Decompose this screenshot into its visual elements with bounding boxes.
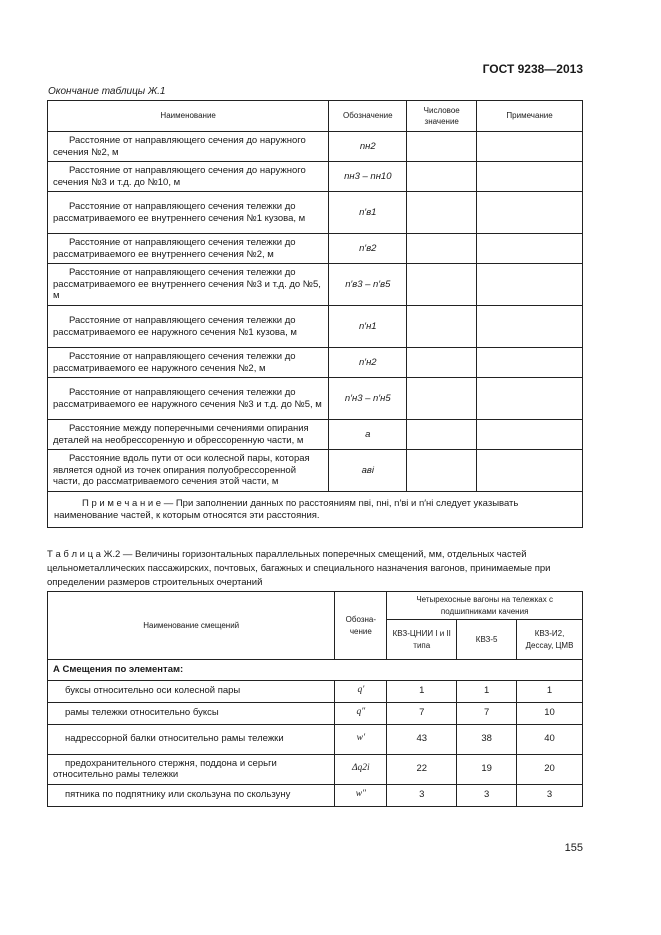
table-row bbox=[48, 234, 583, 264]
table1-note-row bbox=[48, 492, 583, 528]
table-row bbox=[48, 784, 583, 806]
table-row bbox=[48, 450, 583, 492]
table-row bbox=[48, 306, 583, 348]
col-header-symbol: Обозна-чение bbox=[335, 592, 387, 660]
table-row bbox=[48, 680, 583, 702]
row-symbol: n′н3 – n′н5 bbox=[329, 378, 407, 420]
table-zh2 bbox=[47, 591, 583, 807]
row-symbol: n′в1 bbox=[329, 192, 407, 234]
value-kvz-i2: 20 bbox=[517, 754, 583, 784]
value-kvz-cnii: 1 bbox=[387, 680, 457, 702]
table-row bbox=[48, 754, 583, 784]
row-name: Расстояние от направляющего сечения тележки до рассматриваемого ее наружного сечения №1 кузова, м bbox=[48, 306, 329, 348]
table2-caption: Т а б л и ц а Ж.2 — Величины горизонтальных параллельных поперечных смещений, мм, отдельных частей цельнометаллических пассажирских, почтовых, багажных и специального назначения вагонов, принимаемые при определении размеров строительных очертаний bbox=[47, 549, 551, 588]
standard-header: ГОСТ 9238—2013 bbox=[482, 62, 583, 76]
row-symbol: n′в2 bbox=[329, 234, 407, 264]
value-kvz-cnii: 3 bbox=[387, 784, 457, 806]
row-remark bbox=[477, 234, 583, 264]
value-kvz-cnii: 7 bbox=[387, 702, 457, 724]
section-title: А Смещения по элементам: bbox=[48, 660, 583, 681]
row-symbol: w″ bbox=[335, 784, 387, 806]
row-name: пятника по подпятнику или скользуна по скользуну bbox=[48, 784, 335, 806]
col-header-symbol: Обозначение bbox=[329, 101, 407, 132]
value-kvz-5: 3 bbox=[457, 784, 517, 806]
row-value bbox=[407, 264, 477, 306]
row-remark bbox=[477, 378, 583, 420]
row-remark bbox=[477, 348, 583, 378]
table1-note: П р и м е ч а н и е — При заполнении данных по расстояниям nвi, nнi, n′вi и n′нi следует указывать наименование частей, к которым относятся эти расстояния. bbox=[48, 492, 583, 528]
table-row bbox=[48, 724, 583, 754]
row-name: надрессорной балки относительно рамы тележки bbox=[48, 724, 335, 754]
row-remark bbox=[477, 192, 583, 234]
row-name: Расстояние от направляющего сечения тележки до рассматриваемого ее наружного сечения №3 и т.д. до №5, м bbox=[48, 378, 329, 420]
table-row bbox=[48, 702, 583, 724]
value-kvz-i2: 1 bbox=[517, 680, 583, 702]
row-symbol: Δq2i bbox=[335, 754, 387, 784]
col-header-value: Числовое значение bbox=[407, 101, 477, 132]
table2-header-row bbox=[48, 592, 583, 620]
row-name: Расстояние между поперечными сечениями опирания деталей на необрессоренную и обрессоренную части, м bbox=[48, 420, 329, 450]
col-header-displacement-name: Наименование смещений bbox=[48, 592, 335, 660]
value-kvz-i2: 10 bbox=[517, 702, 583, 724]
table-row bbox=[48, 132, 583, 162]
table-row bbox=[48, 162, 583, 192]
row-value bbox=[407, 306, 477, 348]
row-remark bbox=[477, 420, 583, 450]
row-symbol: aвi bbox=[329, 450, 407, 492]
row-value bbox=[407, 162, 477, 192]
row-name: Расстояние от направляющего сечения до наружного сечения №2, м bbox=[48, 132, 329, 162]
col-header-kvz-cnii: КВЗ-ЦНИИ I и II типа bbox=[387, 620, 457, 660]
value-kvz-5: 19 bbox=[457, 754, 517, 784]
row-symbol: a bbox=[329, 420, 407, 450]
row-value bbox=[407, 234, 477, 264]
col-header-remark: Примечание bbox=[477, 101, 583, 132]
row-remark bbox=[477, 132, 583, 162]
table-zh1 bbox=[47, 100, 583, 528]
value-kvz-i2: 3 bbox=[517, 784, 583, 806]
row-symbol: n′в3 – n′в5 bbox=[329, 264, 407, 306]
row-remark bbox=[477, 450, 583, 492]
row-value bbox=[407, 420, 477, 450]
row-symbol: n′н2 bbox=[329, 348, 407, 378]
row-name: рамы тележки относительно буксы bbox=[48, 702, 335, 724]
table1-header-row bbox=[48, 101, 583, 132]
row-value bbox=[407, 192, 477, 234]
row-symbol: n′н1 bbox=[329, 306, 407, 348]
value-kvz-5: 38 bbox=[457, 724, 517, 754]
value-kvz-5: 1 bbox=[457, 680, 517, 702]
row-value bbox=[407, 378, 477, 420]
section-row bbox=[48, 660, 583, 681]
col-header-wagon-group: Четырехосные вагоны на тележках с подшипниками качения bbox=[387, 592, 583, 620]
table-row bbox=[48, 192, 583, 234]
value-kvz-cnii: 43 bbox=[387, 724, 457, 754]
row-value bbox=[407, 450, 477, 492]
row-remark bbox=[477, 306, 583, 348]
table-row bbox=[48, 348, 583, 378]
row-remark bbox=[477, 162, 583, 192]
row-symbol: nн3 – nн10 bbox=[329, 162, 407, 192]
page-number: 155 bbox=[564, 842, 583, 854]
table-row bbox=[48, 378, 583, 420]
col-header-name: Наименование bbox=[48, 101, 329, 132]
row-symbol: q′ bbox=[335, 680, 387, 702]
table-row bbox=[48, 420, 583, 450]
row-name: Расстояние от направляющего сечения тележки до рассматриваемого ее внутреннего сечения №2, м bbox=[48, 234, 329, 264]
row-name: предохранительного стержня, поддона и серьги относительно рамы тележки bbox=[48, 754, 335, 784]
row-remark bbox=[477, 264, 583, 306]
col-header-kvz-i2: КВЗ-И2, Дессау, ЦМВ bbox=[517, 620, 583, 660]
value-kvz-i2: 40 bbox=[517, 724, 583, 754]
row-value bbox=[407, 348, 477, 378]
row-value bbox=[407, 132, 477, 162]
row-name: Расстояние от направляющего сечения тележки до рассматриваемого ее наружного сечения №2, м bbox=[48, 348, 329, 378]
col-header-kvz-5: КВЗ-5 bbox=[457, 620, 517, 660]
row-name: Расстояние вдоль пути от оси колесной пары, которая является одной из точек опирания полуобрессоренной части, до рассматриваемого сечения этой части, м bbox=[48, 450, 329, 492]
row-name: Расстояние от направляющего сечения до наружного сечения №3 и т.д. до №10, м bbox=[48, 162, 329, 192]
row-name: Расстояние от направляющего сечения тележки до рассматриваемого ее внутреннего сечения №1 кузова, м bbox=[48, 192, 329, 234]
row-name: буксы относительно оси колесной пары bbox=[48, 680, 335, 702]
value-kvz-5: 7 bbox=[457, 702, 517, 724]
row-symbol: nн2 bbox=[329, 132, 407, 162]
value-kvz-cnii: 22 bbox=[387, 754, 457, 784]
table1-caption: Окончание таблицы Ж.1 bbox=[48, 86, 166, 97]
table-row bbox=[48, 264, 583, 306]
row-symbol: w′ bbox=[335, 724, 387, 754]
row-symbol: q″ bbox=[335, 702, 387, 724]
row-name: Расстояние от направляющего сечения тележки до рассматриваемого ее внутреннего сечения №3 и т.д. до №5, м bbox=[48, 264, 329, 306]
